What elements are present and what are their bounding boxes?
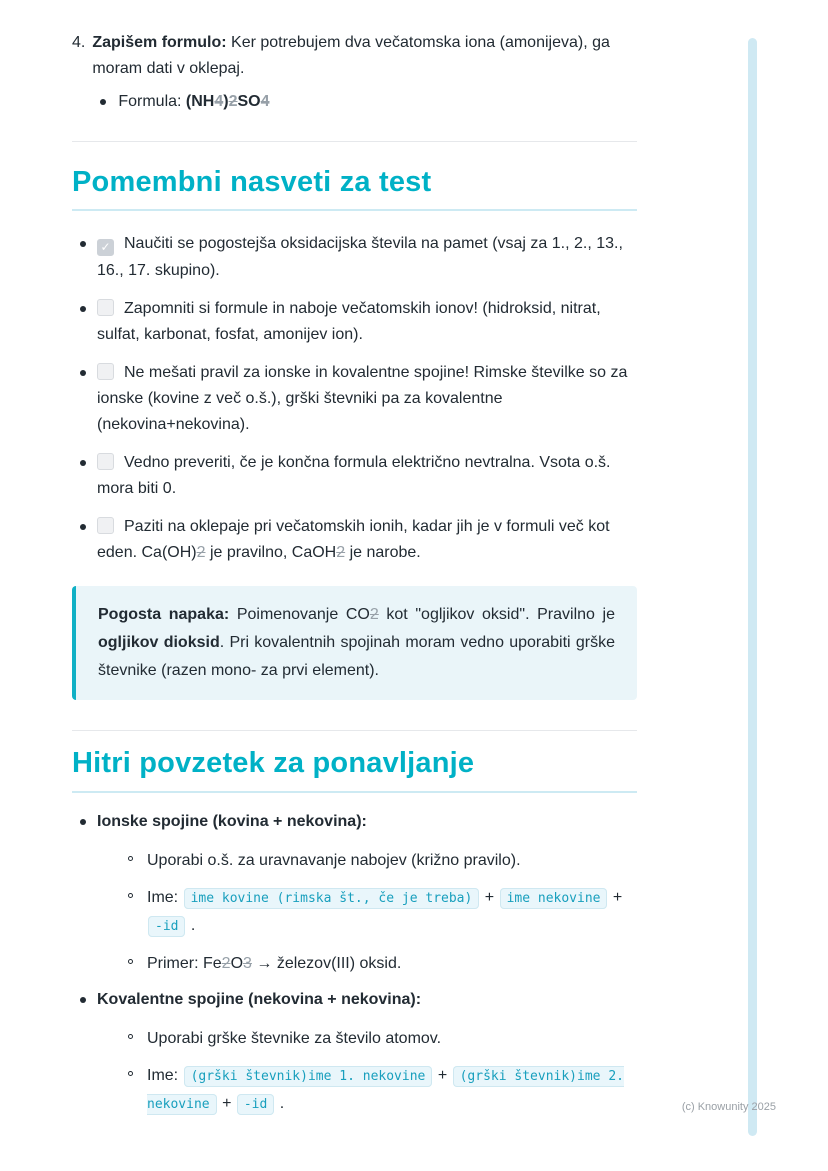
text-segment: kot "ogljikov oksid". Pravilno je — [378, 606, 616, 624]
sub-item-text — [147, 1030, 441, 1047]
checklist-item-text — [97, 518, 610, 561]
list-item — [123, 1062, 637, 1117]
text-segment: + — [480, 889, 499, 907]
bullet-icon — [80, 460, 86, 466]
text-segment: . Pri kovalentnih spojinah moram vedno uporabiti grške števnike (razen mono- za prvi element). — [98, 634, 616, 680]
checklist-item-text — [97, 300, 601, 343]
list-item — [123, 884, 637, 939]
text-segment: . — [186, 916, 196, 934]
text-segment: Ionske spojine (kovina + nekovina): — [97, 813, 367, 831]
text-segment: . — [275, 1094, 285, 1112]
warning-callout — [72, 586, 637, 700]
text-segment: 2 — [196, 544, 206, 562]
checklist-item — [72, 450, 637, 502]
callout-text — [98, 601, 615, 685]
checkbox-icon — [97, 517, 114, 534]
text-segment: (grški števnik)ime 1. nekovine — [184, 1066, 433, 1087]
bullet-icon — [128, 1034, 133, 1039]
section-divider — [72, 141, 637, 142]
checklist-item — [72, 514, 637, 566]
section-title-underline — [72, 791, 637, 793]
text-segment: Ime: — [147, 889, 183, 907]
text-segment: Ker potrebujem dva večatomska iona (amonijeva), ga moram dati v oklepaj. — [92, 34, 610, 77]
tips-checklist — [72, 231, 637, 566]
text-segment: SO — [237, 93, 261, 111]
text-segment: 4 — [260, 93, 270, 111]
text-segment: O — [230, 954, 244, 972]
bullet-icon — [80, 306, 86, 312]
checklist-item-text — [97, 235, 623, 278]
item-number: 4. — [72, 34, 86, 51]
text-segment: je pravilno, CaOH — [205, 544, 337, 562]
section-title-underline — [72, 209, 637, 211]
text-segment: + — [433, 1067, 452, 1085]
text-segment: Poimenovanje CO — [229, 606, 370, 624]
bullet-icon — [80, 524, 86, 530]
bullet-icon — [128, 856, 133, 861]
intro-paragraph — [92, 30, 637, 81]
sub-item-text — [147, 955, 401, 972]
summary-list — [72, 809, 637, 1117]
checklist-item-text — [97, 364, 627, 433]
text-segment: (NH — [185, 93, 215, 111]
text-segment: + — [217, 1094, 236, 1112]
text-segment: Zapišem formulo: — [92, 34, 227, 51]
page-edge-indicator — [748, 38, 757, 1136]
bullet-icon — [128, 1071, 133, 1076]
text-segment: Ime: — [147, 1067, 183, 1085]
bullet-icon — [100, 99, 106, 105]
sub-item-text — [147, 1067, 624, 1112]
copyright-watermark: (c) Knowunity 2025 — [681, 1101, 776, 1113]
text-segment: Ne mešati pravil za ionske in kovalentne spojine! Rimske številke so za ionske (kovine z več o.š.), grški števniki pa za kovalentne (nekovina+nekovina). — [97, 363, 628, 433]
text-segment: (grški števnik)ime 2. nekovine — [147, 1066, 624, 1115]
bullet-icon — [80, 241, 86, 247]
sub-list — [123, 1025, 637, 1118]
checklist-item-text — [97, 454, 610, 497]
text-segment: ime kovine (rimska št., če je treba) — [184, 888, 480, 909]
checkbox-icon — [97, 453, 114, 470]
bullet-icon — [128, 959, 133, 964]
text-segment: 2 — [221, 954, 231, 972]
text-segment: ) — [223, 93, 229, 111]
formula-line — [92, 89, 637, 115]
text-segment: Naučiti se pogostejša oksidacijska števila na pamet (vsaj za 1., 2., 13., 16., 17. skupino). — [97, 235, 623, 279]
sub-item-text — [147, 852, 521, 869]
group-heading — [97, 813, 367, 830]
text-segment: 2 — [369, 606, 379, 624]
text-segment: Primer: Fe — [147, 954, 222, 972]
text-segment: -id — [148, 916, 185, 937]
text-segment: Kovalentne spojine (nekovina + nekovina): — [97, 990, 422, 1008]
list-item — [123, 847, 637, 874]
text-segment: je narobe. — [345, 544, 421, 562]
summary-group-ionic — [72, 809, 637, 977]
checkbox-icon — [97, 299, 114, 316]
formula-text — [118, 93, 269, 110]
text-segment: Uporabi grške števnike za število atomov. — [147, 1029, 442, 1047]
text-segment: ogljikov dioksid — [98, 634, 220, 652]
summary-group-covalent — [72, 987, 637, 1118]
checkbox-icon — [97, 363, 114, 380]
text-segment: Zapomniti si formule in naboje večatomskih ionov! (hidroksid, nitrat, sulfat, karbonat, fosfat, amonijev ion). — [97, 299, 601, 343]
text-segment: → železov(III) oksid. — [251, 954, 402, 972]
text-segment: 2 — [228, 93, 238, 111]
sub-list — [123, 847, 637, 977]
text-segment: Pogosta napaka: — [98, 606, 230, 624]
text-segment: ime nekovine — [500, 888, 608, 909]
checkbox-icon — [97, 239, 114, 256]
text-segment: -id — [237, 1094, 274, 1115]
checklist-item — [72, 296, 637, 348]
text-segment: 4 — [214, 93, 224, 111]
text-segment: 3 — [243, 954, 252, 972]
text-segment: + — [608, 889, 623, 907]
numbered-item-body — [92, 30, 637, 115]
list-item — [123, 950, 637, 977]
text-segment: Vedno preveriti, če je končna formula električno nevtralna. Vsota o.š. mora biti 0. — [97, 454, 611, 498]
text-segment: Paziti na oklepaje pri večatomskih ionih, kadar jih je v formuli več kot eden. Ca(OH) — [97, 518, 610, 562]
section-title-tips: Pomembni nasveti za test — [72, 165, 432, 198]
sub-item-text — [147, 889, 622, 934]
section-title-summary: Hitri povzetek za ponavljanje — [72, 747, 475, 780]
list-item — [123, 1025, 637, 1052]
text-segment: Formula: — [118, 93, 186, 111]
bullet-icon — [80, 370, 86, 376]
checklist-item — [72, 360, 637, 438]
numbered-item-4 — [72, 30, 637, 115]
checklist-item — [72, 231, 637, 283]
bullet-icon — [128, 893, 133, 898]
text-segment: 2 — [336, 544, 346, 562]
group-heading — [97, 991, 421, 1008]
text-segment: Uporabi o.š. za uravnavanje nabojev (križno pravilo). — [147, 852, 521, 870]
bullet-icon — [80, 819, 86, 825]
bullet-icon — [80, 997, 86, 1003]
section-divider — [72, 730, 637, 731]
